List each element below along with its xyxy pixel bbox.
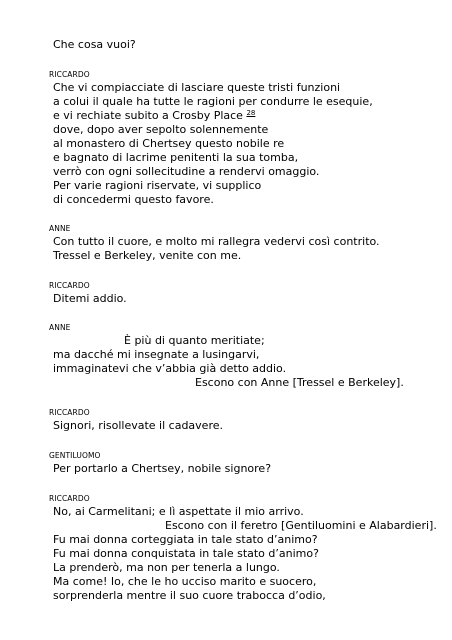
dialogue-line: No, ai Carmelitani; e lì aspettate il mio arrivo. [53, 505, 304, 518]
dialogue-line: Che vi compiacciate di lasciare queste tristi funzioni [53, 81, 341, 94]
dialogue-line: immaginatevi che v’abbia già detto addio. [53, 362, 287, 375]
dialogue-line: dove, dopo aver sepolto solennemente [53, 123, 269, 136]
dialogue-line: La prenderò, ma non per tenerla a lungo. [53, 561, 280, 574]
speaker-name: GENTILUOMO [49, 451, 101, 460]
dialogue-line: Per varie ragioni riservate, vi supplico [53, 179, 262, 192]
speaker-name: RICCARDO [49, 70, 90, 79]
dialogue-line: Ma come! Io, che le ho ucciso marito e suocero, [53, 575, 317, 588]
dialogue-line: Ditemi addio. [53, 292, 127, 305]
dialogue-line: e bagnato di lacrime penitenti la sua tomba, [53, 151, 299, 164]
stage-direction: Escono con il feretro [Gentiluomini e Alabardieri]. [165, 519, 437, 532]
dialogue-line: Tressel e Berkeley, venite con me. [53, 249, 242, 262]
speaker-name: RICCARDO [49, 494, 90, 503]
footnote-link[interactable]: 28 [246, 109, 256, 117]
dialogue-line: Fu mai donna conquistata in tale stato d’animo? [53, 547, 319, 560]
dialogue-line: Fu mai donna corteggiata in tale stato d’animo? [53, 533, 318, 546]
speaker-name: ANNE [49, 323, 71, 332]
dialogue-line: verrò con ogni sollecitudine a rendervi omaggio. [53, 165, 320, 178]
dialogue-line: sorprenderla mentre il suo cuore trabocca d’odio, [53, 589, 326, 602]
dialogue-line: Con tutto il cuore, e molto mi rallegra vedervi così contrito. [53, 235, 380, 248]
dialogue-text: e vi rechiate subito a Crosby Place [53, 109, 243, 122]
stage-direction: Escono con Anne [Tressel e Berkeley]. [195, 376, 404, 389]
dialogue-line: Per portarlo a Chertsey, nobile signore? [53, 462, 272, 475]
dialogue-line: al monastero di Chertsey questo nobile re [53, 137, 285, 150]
dialogue-line: di concedermi questo favore. [53, 193, 214, 206]
dialogue-line: È più di quanto meritiate; [124, 334, 265, 347]
dialogue-line [53, 109, 255, 123]
speaker-name: RICCARDO [49, 408, 90, 417]
speaker-name: ANNE [49, 224, 71, 233]
speaker-name: RICCARDO [49, 281, 90, 290]
dialogue-line: Signori, risollevate il cadavere. [53, 419, 223, 432]
dialogue-line: ma dacché mi insegnate a lusingarvi, [53, 348, 260, 361]
dialogue-line: Che cosa vuoi? [53, 38, 136, 51]
dialogue-line: a colui il quale ha tutte le ragioni per condurre le esequie, [53, 95, 373, 108]
